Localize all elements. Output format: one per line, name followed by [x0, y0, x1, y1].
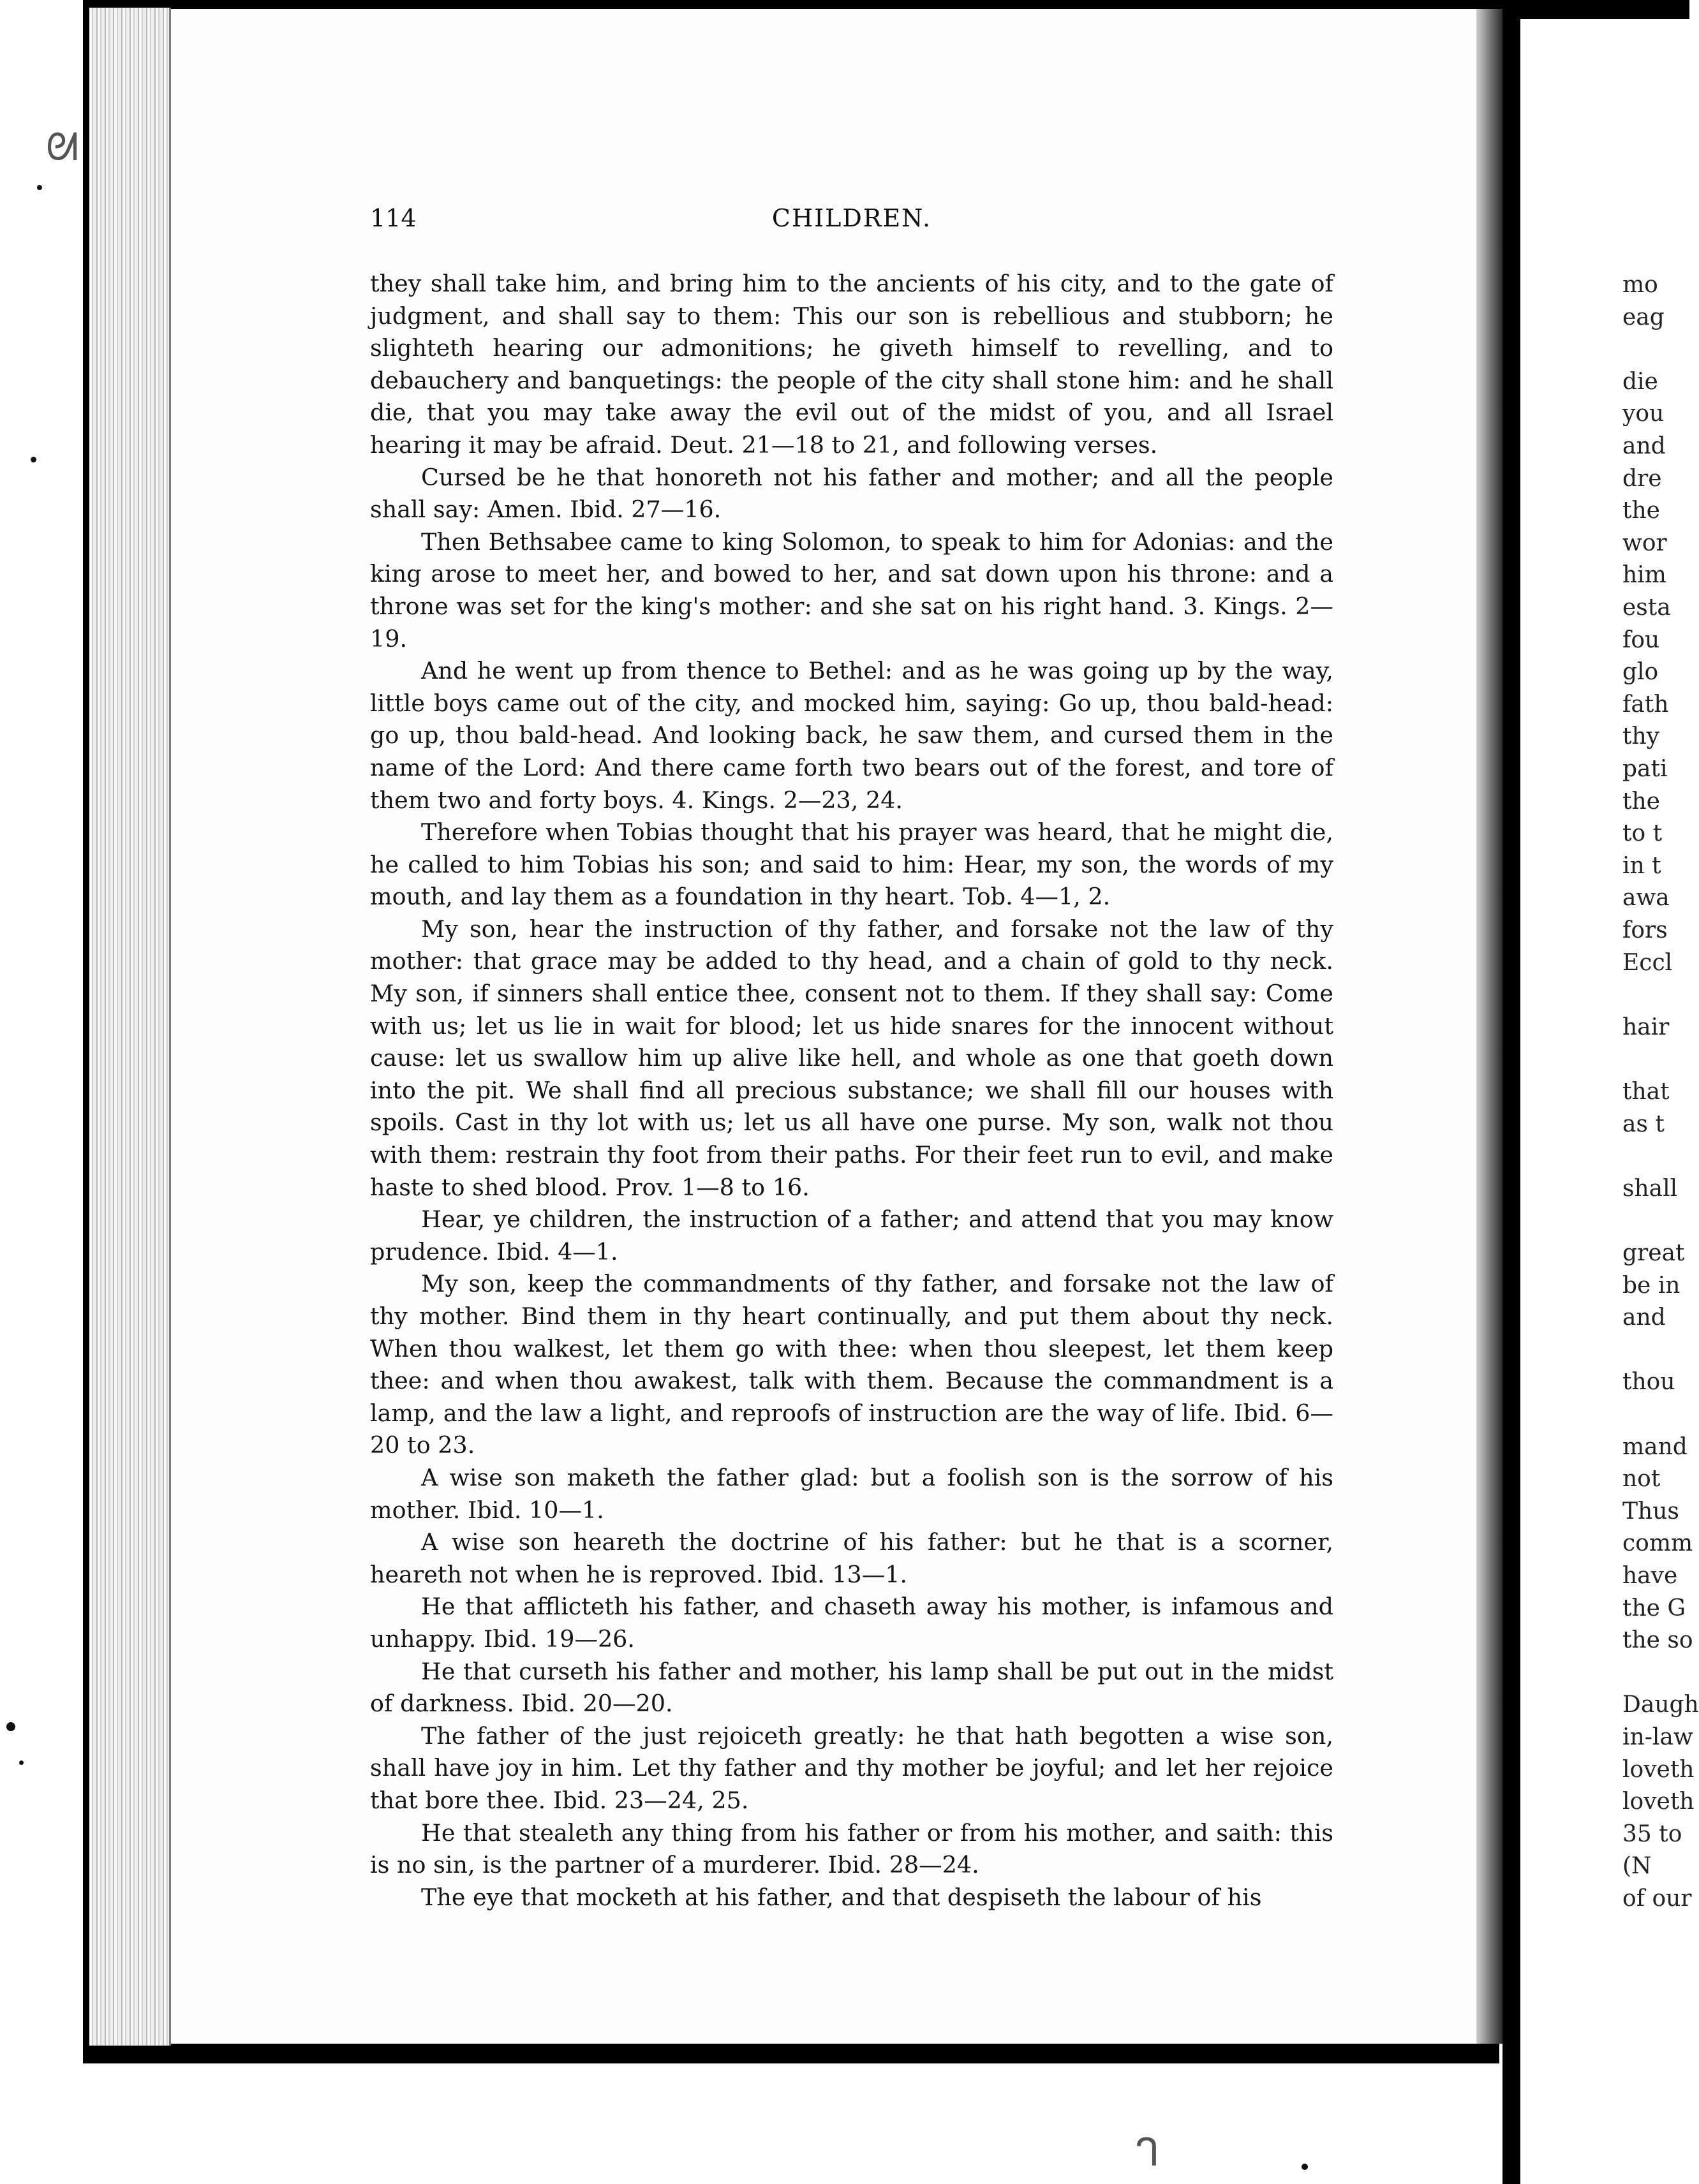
- page-header: [370, 204, 1333, 236]
- page-number: 114: [370, 204, 417, 232]
- right-page-line-fragment: shall: [1622, 1175, 1678, 1202]
- right-page-line-fragment: the: [1622, 498, 1660, 524]
- right-page-line-fragment: be in: [1622, 1272, 1680, 1299]
- right-page-line-fragment: hair: [1622, 1014, 1670, 1040]
- paragraph: A wise son heareth the doctrine of his father: but he that is a scorner, heareth not when he is reproved. Ibid. 13—1.: [370, 1528, 1333, 1588]
- scan-speck: [37, 185, 42, 190]
- right-page-line-fragment: mand: [1622, 1433, 1688, 1460]
- right-page-line-fragment: glo: [1622, 659, 1659, 686]
- right-page-line-fragment: that: [1622, 1079, 1670, 1105]
- right-page-fragment: [1520, 29, 1699, 2039]
- scan-speck: [6, 1722, 15, 1731]
- right-page-line-fragment: to t: [1622, 820, 1663, 847]
- right-page-line-fragment: die: [1622, 368, 1658, 395]
- scan-speck: [31, 457, 36, 462]
- right-page-line-fragment: him: [1622, 562, 1666, 589]
- right-page-line-fragment: not: [1622, 1466, 1661, 1493]
- scan-speck: [1302, 2164, 1308, 2170]
- paragraph: A wise son maketh the father glad: but a foolish son is the sorrow of his mother. Ibid. 10—1.: [370, 1463, 1333, 1524]
- paragraph: And he went up from thence to Bethel: and as he was going up by the way, little boys came out of the city, and mocked him, saying: Go up, thou bald-head: go up, thou bald-head. And looking back, he saw them, and cursed them in the name of the Lord: And there came forth two bears out of the forest, and tore of them two and forty boys. 4. Kings. 2—23, 24.: [370, 657, 1333, 814]
- right-page-line-fragment: fou: [1622, 626, 1660, 653]
- paragraph: Hear, ye children, the instruction of a father; and attend that you may know prudence. Ibid. 4—1.: [370, 1206, 1333, 1265]
- body-text: [370, 268, 1333, 1914]
- right-page-line-fragment: and: [1622, 1304, 1666, 1331]
- right-page-line-fragment: thy: [1622, 723, 1659, 750]
- paragraph: Therefore when Tobias thought that his prayer was heard, that he might die, he called to him Tobias his son; and said to him: Hear, my son, the words of my mouth, and lay them as a foundation in thy heart. Tob. 4—1, 2.: [370, 818, 1333, 911]
- right-page-line-fragment: dre: [1622, 465, 1662, 492]
- right-page-line-fragment: esta: [1622, 594, 1671, 621]
- right-page-line-fragment: eag: [1622, 304, 1665, 330]
- paragraph: The eye that mocketh at his father, and that despiseth the labour of his: [421, 1883, 1262, 1911]
- page-fore-edge: [89, 8, 171, 2046]
- right-page-line-fragment: in t: [1622, 852, 1661, 879]
- right-page-line-fragment: you: [1622, 401, 1665, 427]
- paragraph: He that stealeth any thing from his father or from his mother, and saith: this is no sin, is the partner of a murderer. Ibid. 28—24.: [370, 1819, 1333, 1879]
- right-page-line-fragment: comm: [1622, 1530, 1693, 1557]
- scan-mark: ᒉ: [1136, 2130, 1160, 2175]
- right-page-line-fragment: loveth: [1622, 1756, 1695, 1783]
- scan-margin-left: [0, 0, 86, 2184]
- running-head: CHILDREN.: [771, 204, 932, 232]
- right-page-line-fragment: the G: [1622, 1595, 1686, 1621]
- paragraph: He that curseth his father and mother, his lamp shall be put out in the midst of darkness. Ibid. 20—20.: [370, 1657, 1333, 1718]
- right-page-line-fragment: Thus: [1622, 1498, 1679, 1524]
- scan-mark: ᘛ: [46, 125, 79, 170]
- right-page-line-fragment: in-law: [1622, 1724, 1693, 1750]
- right-page-line-fragment: have: [1622, 1563, 1678, 1589]
- right-page-line-fragment: Eccl: [1622, 949, 1673, 976]
- paragraph: The father of the just rejoiceth greatly: he that hath begotten a wise son, shall have joy in him. Let thy father and thy mother be joyful; and let her rejoice that bore thee. Ibid. 23—24, 25.: [370, 1722, 1333, 1814]
- right-page-line-fragment: and: [1622, 433, 1666, 459]
- paragraph: Cursed be he that honoreth not his father and mother; and all the people shall say: Amen. Ibid. 27—16.: [370, 463, 1333, 524]
- right-page-line-fragment: the: [1622, 788, 1660, 815]
- right-page-line-fragment: the so: [1622, 1627, 1693, 1654]
- right-page-line-fragment: pati: [1622, 756, 1668, 782]
- right-page-line-fragment: loveth: [1622, 1789, 1695, 1815]
- right-page-line-fragment: fath: [1622, 691, 1669, 718]
- right-page-line-fragment: mo: [1622, 272, 1658, 298]
- paragraph: He that afflicteth his father, and chaseth away his mother, is infamous and unhappy. Ibid. 19—26.: [370, 1593, 1333, 1653]
- right-page-line-fragment: fors: [1622, 917, 1668, 943]
- right-page-line-fragment: 35 to: [1622, 1820, 1682, 1847]
- right-page-line-fragment: (N: [1622, 1853, 1652, 1880]
- right-page-line-fragment: Daugh: [1622, 1692, 1699, 1718]
- right-page-line-fragment: great: [1622, 1240, 1685, 1266]
- right-page-line-fragment: of our: [1622, 1885, 1692, 1912]
- right-page-line-fragment: awa: [1622, 885, 1670, 911]
- paragraph: My son, hear the instruction of thy father, and forsake not the law of thy mother: that grace may be added to thy head, and a chain of gold to thy neck. My son, if sinners shall entice thee, consent not to them. If they shall say: Come with us; let us lie in wait for blood; let us hide snares for the innocent without cause: let us swallow him up alive like hell, and whole as one that goeth down into the pit. We shall find all precious substance; we shall fill our houses with spoils. Cast in thy lot with us; let us all have one purse. My son, walk not thou with them: restrain thy foot from their paths. For their feet run to evil, and make haste to shed blood. Prov. 1—8 to 16.: [370, 915, 1333, 1201]
- paragraph: they shall take him, and bring him to the ancients of his city, and to the gate of judgment, and shall say to them: This our son is rebellious and stubborn; he slighteth hearing our admonitions; he giveth himself to revelling, and to debauchery and banquetings: the people of the city shall stone him: and he shall die, that you may take away the evil out of the midst of you, and all Israel hearing it may be afraid. Deut. 21—18 to 21, and following verses.: [370, 270, 1333, 459]
- right-page-line-fragment: wor: [1622, 529, 1667, 556]
- scan-speck: [19, 1760, 24, 1765]
- paragraph: My son, keep the commandments of thy father, and forsake not the law of thy mother. Bind them in thy heart continually, and put them about thy neck. When thou walkest, let them go with thee: when thou sleepest, let them keep thee: and when thou awakest, talk with them. Because the commandment is a lamp, and the law a light, and reproofs of instruction are the way of life. Ibid. 6—20 to 23.: [370, 1270, 1333, 1459]
- right-page-line-fragment: as t: [1622, 1110, 1665, 1137]
- right-page-line-fragment: thou: [1622, 1369, 1675, 1396]
- gutter: [1502, 0, 1520, 2184]
- paragraph: Then Bethsabee came to king Solomon, to speak to him for Adonias: and the king arose to meet her, and bowed to her, and sat down upon his throne: and a throne was set for the king's mother: and she sat on his right hand. 3. Kings. 2—19.: [370, 528, 1333, 653]
